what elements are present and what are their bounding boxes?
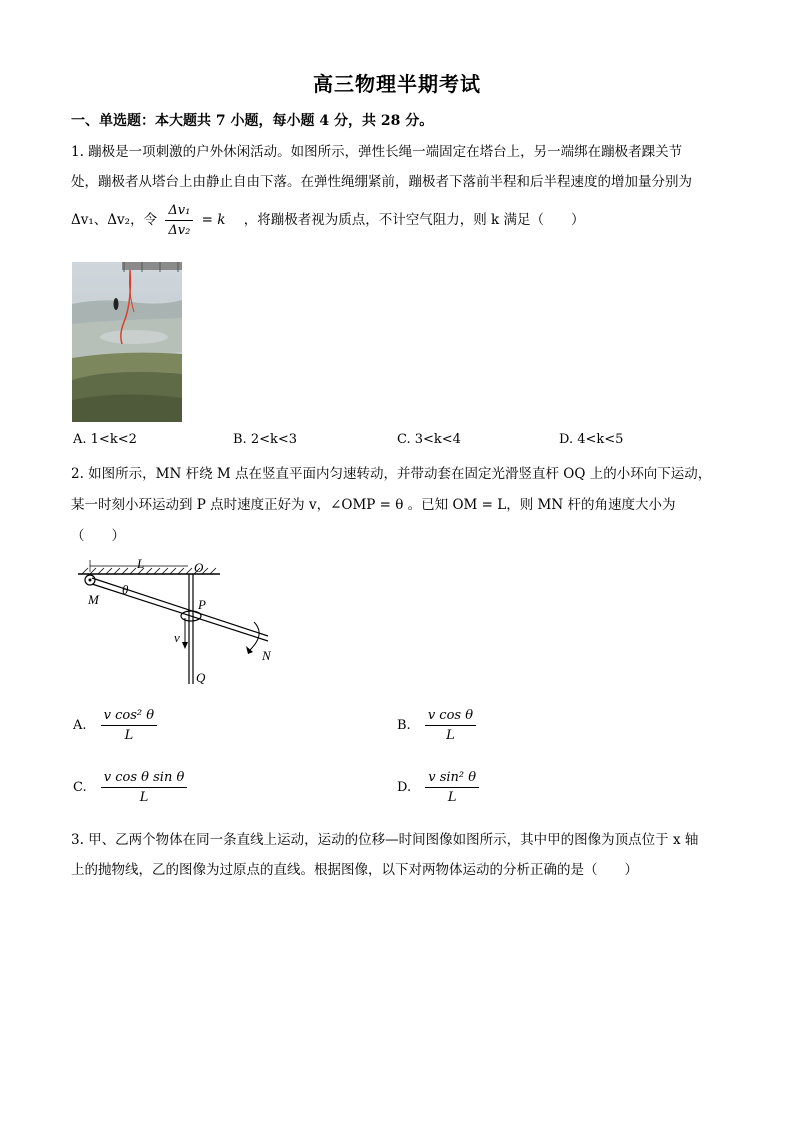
q1-line-1: 1. 蹦极是一项刺激的户外休闲活动。如图所示，弹性长绳一端固定在塔台上，另一端绑在蹦极者踝关节 bbox=[71, 144, 683, 160]
q2-option-c[interactable] bbox=[73, 770, 187, 805]
q1-line-3b: ，将蹦极者视为质点，不计空气阻力，则 k 满足（ ） bbox=[243, 212, 585, 228]
q2-option-c-label: C. bbox=[73, 780, 87, 795]
q1-line-2: 处，蹦极者从塔台上由静止自由下落。在弹性绳绷紧前，蹦极者下落前半程和后半程速度的增加量分别为 bbox=[71, 174, 692, 190]
q2-line-3: （ ） bbox=[71, 528, 125, 544]
section-heading: 一、单选题：本大题共 7 小题，每小题 4 分，共 28 分。 bbox=[71, 113, 434, 129]
q1-fraction bbox=[165, 203, 193, 238]
q2-option-d-num: v sin² θ bbox=[425, 770, 479, 788]
q2-option-b-den: L bbox=[446, 728, 455, 743]
q1-fraction-den: Δv₂ bbox=[168, 223, 191, 238]
q2-option-a[interactable] bbox=[73, 708, 157, 743]
label-M: M bbox=[88, 592, 99, 607]
q2-option-b-frac bbox=[425, 708, 476, 743]
q1-fraction-eq: = k bbox=[201, 212, 226, 228]
label-N: N bbox=[262, 648, 271, 663]
q3-line-2: 上的抛物线，乙的图像为过原点的直线。根据图像，以下对两物体运动的分析正确的是（ ） bbox=[71, 862, 638, 878]
q2-line-1: 2. 如图所示，MN 杆绕 M 点在竖直平面内匀速转动，并带动套在固定光滑竖直杆 OQ 上的小环向下运动， bbox=[71, 466, 712, 482]
q1-line-3 bbox=[71, 203, 584, 238]
q2-option-d[interactable] bbox=[397, 770, 479, 805]
q2-option-d-frac bbox=[425, 770, 479, 805]
q2-option-d-den: L bbox=[447, 790, 457, 805]
rotating-rod-diagram bbox=[70, 556, 290, 691]
q2-line-2: 某一时刻小环运动到 P 点时速度正好为 v，∠OMP = θ 。已知 OM = L，则 MN 杆的角速度大小为 bbox=[71, 497, 676, 513]
q1-line-3a: Δv₁、Δv₂，令 bbox=[71, 212, 158, 228]
q2-option-b-num: v cos θ bbox=[425, 708, 476, 726]
q1-option-d[interactable]: D. 4<k<5 bbox=[559, 432, 624, 447]
q2-option-d-label: D. bbox=[397, 780, 412, 795]
q2-option-a-frac bbox=[101, 708, 157, 743]
q2-option-c-frac bbox=[101, 770, 188, 805]
q2-option-a-num: v cos² θ bbox=[101, 708, 157, 726]
bungee-photo bbox=[72, 262, 182, 422]
label-P: P bbox=[198, 597, 206, 612]
q1-option-c[interactable]: C. 3<k<4 bbox=[397, 432, 461, 447]
q3-line-1: 3. 甲、乙两个物体在同一条直线上运动，运动的位移—时间图像如图所示，其中甲的图像为顶点位于 x 轴 bbox=[71, 832, 699, 848]
q2-option-a-den: L bbox=[124, 728, 134, 743]
q2-option-a-label: A. bbox=[73, 718, 87, 733]
q2-option-b[interactable] bbox=[397, 708, 476, 743]
q1-option-a[interactable]: A. 1<k<2 bbox=[73, 432, 137, 447]
q1-fraction-num: Δv₁ bbox=[165, 203, 193, 221]
page-title: 高三物理半期考试 bbox=[313, 72, 481, 96]
q2-option-c-num: v cos θ sin θ bbox=[101, 770, 188, 788]
label-theta: θ bbox=[122, 582, 129, 597]
q2-option-b-label: B. bbox=[397, 718, 411, 733]
q2-option-c-den: L bbox=[139, 790, 149, 805]
q1-option-b[interactable]: B. 2<k<3 bbox=[233, 432, 298, 447]
label-Q: Q bbox=[196, 670, 206, 685]
label-O: O bbox=[194, 560, 204, 575]
label-v: v bbox=[174, 630, 180, 645]
label-L: L bbox=[137, 556, 145, 571]
